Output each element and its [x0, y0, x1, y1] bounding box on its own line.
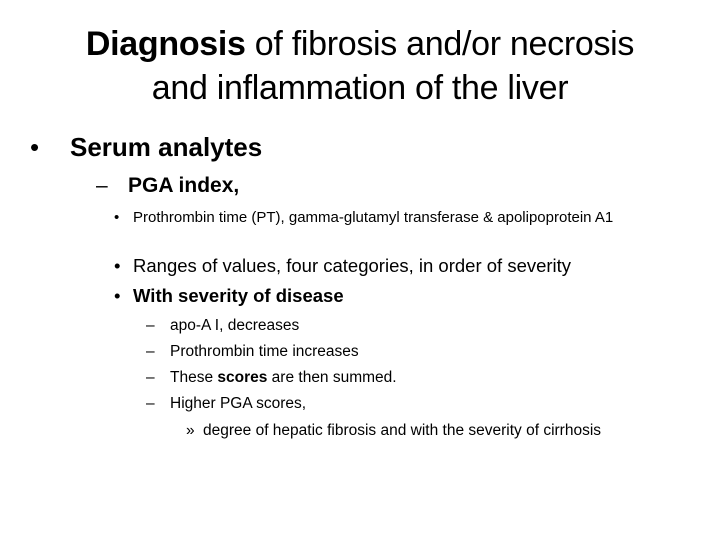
bullet-text-post: are then summed. [267, 369, 397, 386]
bullet-text: Prothrombin time increases [170, 343, 359, 360]
bullet-text: degree of hepatic fibrosis and with the severity of cirrhosis [203, 422, 602, 439]
dash-marker: – [146, 369, 155, 386]
sub-bullet-prothrombin [146, 342, 359, 362]
bullet-text: Prothrombin time (PT), gamma-glutamyl transferase & apolipoprotein A1 [133, 209, 614, 226]
bullet-text: PGA index, [128, 174, 240, 197]
bullet-text: Higher PGA scores, [170, 395, 307, 412]
dash-marker: – [146, 317, 155, 334]
bullet-marker: • [114, 285, 121, 306]
bullet-ranges [114, 254, 571, 278]
dash-marker: – [96, 174, 108, 197]
bullet-marker: • [114, 255, 121, 276]
bullet-text: apo-A I, decreases [170, 317, 300, 334]
title-line-1 [40, 22, 680, 66]
bullet-pga-components [114, 209, 694, 227]
sub-bullet-higher-pga [146, 394, 306, 414]
title-line-2: and inflammation of the liver [151, 69, 569, 107]
bullet-marker: • [114, 209, 120, 226]
dash-marker: – [146, 343, 155, 360]
bullet-pga-index [96, 173, 239, 199]
slide-title [40, 22, 680, 110]
bullet-serum-analytes [30, 132, 262, 162]
bullet-severity [114, 284, 344, 308]
bullet-text: Serum analytes [70, 132, 263, 162]
bullet-text: Ranges of values, four categories, in order of severity [133, 255, 572, 276]
bullet-marker: • [30, 132, 40, 162]
title-line-1-rest: of fibrosis and/or necrosis [245, 25, 635, 63]
sub-bullet-scores [146, 368, 397, 388]
sub-sub-bullet-degree [186, 421, 656, 441]
bullet-text-bold: scores [217, 369, 268, 386]
title-bold-word: Diagnosis [85, 25, 246, 63]
raquo-marker: » [186, 422, 195, 439]
bullet-text-pre: These [170, 369, 218, 386]
dash-marker: – [146, 395, 155, 412]
bullet-text: With severity of disease [133, 285, 344, 306]
sub-bullet-apoa [146, 316, 299, 336]
